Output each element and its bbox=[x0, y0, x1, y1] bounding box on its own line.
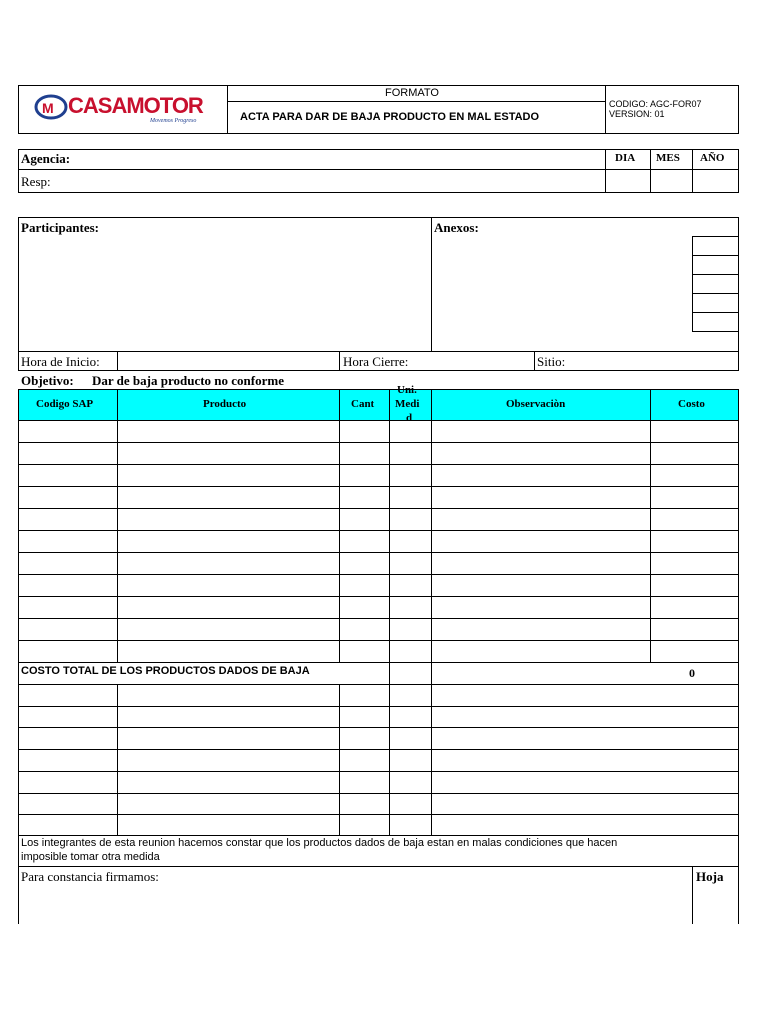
hora-cierre-label: Hora Cierre: bbox=[343, 354, 409, 369]
agencia-label: Agencia: bbox=[21, 151, 71, 166]
table-header-row bbox=[19, 390, 738, 420]
formato-label: FORMATO bbox=[385, 87, 439, 99]
table-row bbox=[18, 793, 739, 794]
table-row bbox=[18, 574, 739, 575]
table-row bbox=[18, 486, 739, 487]
anexos-checkboxes bbox=[692, 236, 739, 332]
table-row bbox=[18, 442, 739, 443]
participantes-label: Participantes: bbox=[21, 220, 99, 235]
anexos-label: Anexos: bbox=[434, 220, 479, 235]
firmamos-label: Para constancia firmamos: bbox=[21, 869, 159, 884]
table-row bbox=[18, 618, 739, 619]
col-producto: Producto bbox=[203, 398, 247, 410]
col-uni-medid-3: d bbox=[406, 412, 413, 424]
table-row bbox=[18, 530, 739, 531]
col-uni-medid-2: Medi bbox=[395, 398, 420, 410]
objetivo-value: Dar de baja producto no conforme bbox=[92, 373, 284, 388]
table-row bbox=[18, 771, 739, 772]
col-observacion: Observaciòn bbox=[506, 398, 566, 410]
table-row bbox=[18, 662, 739, 663]
brand-name: CASAMOTOR bbox=[68, 93, 203, 118]
col-codigo-sap: Codigo SAP bbox=[36, 398, 94, 410]
col-cant: Cant bbox=[351, 398, 375, 410]
col-costo: Costo bbox=[678, 398, 705, 410]
version-label: VERSION: 01 bbox=[609, 109, 665, 119]
dia-label: DIA bbox=[615, 152, 636, 164]
statement-line-1: Los integrantes de esta reunion hacemos constar que los productos dados de baja estan en malas condiciones que hacen bbox=[21, 837, 618, 849]
table-row bbox=[18, 508, 739, 509]
col-uni-medid-1: Uni. bbox=[397, 384, 417, 396]
objetivo-label: Objetivo: bbox=[21, 373, 74, 388]
table-row bbox=[18, 814, 739, 815]
anio-label: AÑO bbox=[700, 152, 725, 164]
total-value: 0 bbox=[689, 666, 695, 680]
statement-line-2: imposible tomar otra medida bbox=[21, 851, 160, 863]
meeting-box bbox=[18, 217, 739, 371]
table-row bbox=[18, 727, 739, 728]
document-title: ACTA PARA DAR DE BAJA PRODUCTO EN MAL ESTADO bbox=[240, 111, 540, 123]
products-table bbox=[18, 389, 739, 836]
hora-inicio-label: Hora de Inicio: bbox=[21, 354, 100, 369]
table-row bbox=[18, 640, 739, 641]
hoja-label: Hoja bbox=[696, 869, 724, 884]
sitio-label: Sitio: bbox=[537, 354, 566, 369]
brand-tagline: Movemos Progreso bbox=[150, 118, 197, 124]
table-row bbox=[18, 706, 739, 707]
codigo-label: CODIGO: AGC-FOR07 bbox=[609, 99, 702, 109]
mes-label: MES bbox=[656, 152, 680, 164]
total-label: COSTO TOTAL DE LOS PRODUCTOS DADOS DE BAJA bbox=[21, 665, 310, 677]
table-row bbox=[18, 552, 739, 553]
resp-label: Resp: bbox=[21, 174, 51, 189]
svg-text:M: M bbox=[42, 100, 54, 116]
table-row bbox=[18, 596, 739, 597]
table-row bbox=[18, 749, 739, 750]
table-row bbox=[18, 464, 739, 465]
